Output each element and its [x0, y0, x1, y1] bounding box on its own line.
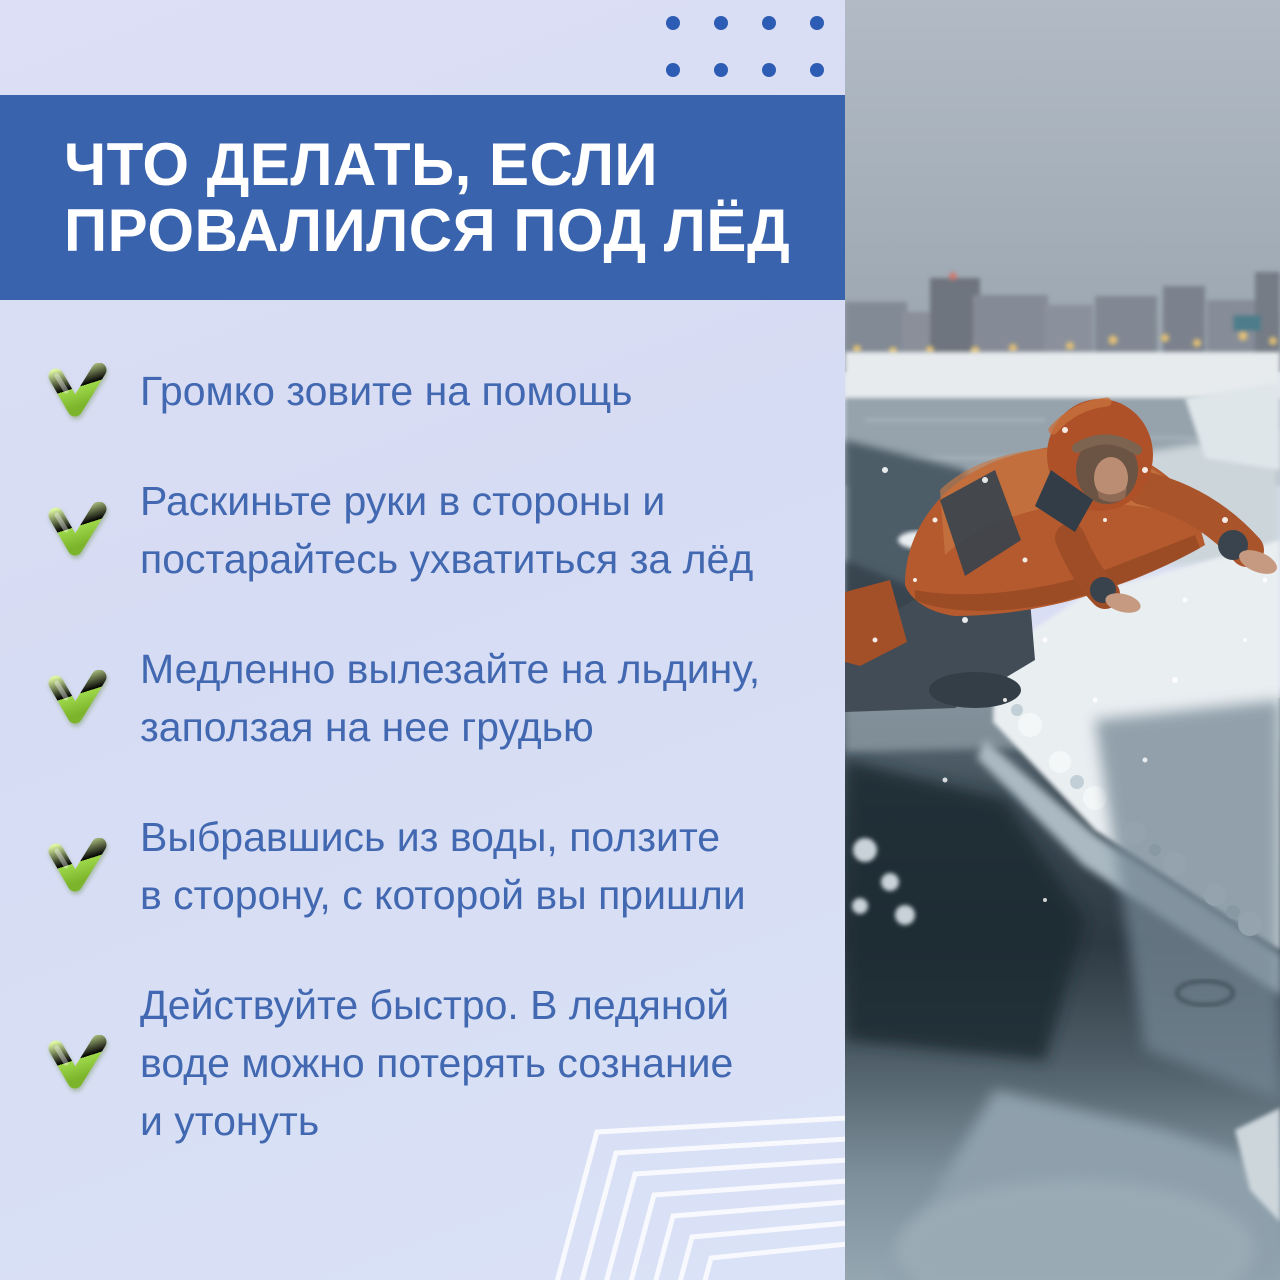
chevron-pattern-decoration: [545, 1110, 845, 1280]
photo-illustration: [845, 0, 1280, 1280]
checklist-line: Раскиньте руки в стороны и: [140, 478, 666, 524]
dot-icon: [714, 16, 728, 30]
checklist-item-text: [140, 362, 633, 420]
check-icon: [45, 363, 140, 419]
checklist-line: в сторону, с которой вы пришли: [140, 872, 746, 918]
checklist-line: Действуйте быстро. В ледяной: [140, 982, 730, 1028]
page-title: [0, 132, 820, 264]
dot-icon: [762, 16, 776, 30]
page-title-line2: ПРОВАЛИЛСЯ ПОД ЛЁД: [64, 196, 791, 264]
checklist-line: воде можно потерять сознание: [140, 1040, 734, 1086]
page-title-line1: ЧТО ДЕЛАТЬ, ЕСЛИ: [64, 130, 659, 198]
checklist-line: Громко зовите на помощь: [140, 368, 633, 414]
dot-icon: [810, 16, 824, 30]
dot-icon: [666, 63, 680, 77]
checklist-item: [45, 472, 825, 588]
checklist-line: постарайтесь ухватиться за лёд: [140, 536, 754, 582]
check-icon: [45, 670, 140, 726]
check-icon: [45, 1035, 140, 1091]
checklist: [45, 362, 825, 1150]
checklist-item: [45, 640, 825, 756]
checklist-item-text: [140, 808, 746, 924]
dot-icon: [666, 16, 680, 30]
dot-icon: [714, 63, 728, 77]
dot-icon: [810, 63, 824, 77]
checklist-item-text: [140, 640, 760, 756]
checklist-line: Выбравшись из воды, ползите: [140, 814, 721, 860]
checklist-line: заползая на нее грудью: [140, 704, 594, 750]
title-banner: [0, 95, 845, 300]
photo-ice-rescue: [845, 0, 1280, 1280]
dot-icon: [762, 63, 776, 77]
dots-decoration: [666, 16, 824, 77]
checklist-line: Медленно вылезайте на льдину,: [140, 646, 761, 692]
checklist-item-text: [140, 472, 753, 588]
check-icon: [45, 838, 140, 894]
checklist-line: и утонуть: [140, 1098, 320, 1144]
check-icon: [45, 502, 140, 558]
checklist-item: [45, 808, 825, 924]
checklist-item: [45, 362, 825, 420]
